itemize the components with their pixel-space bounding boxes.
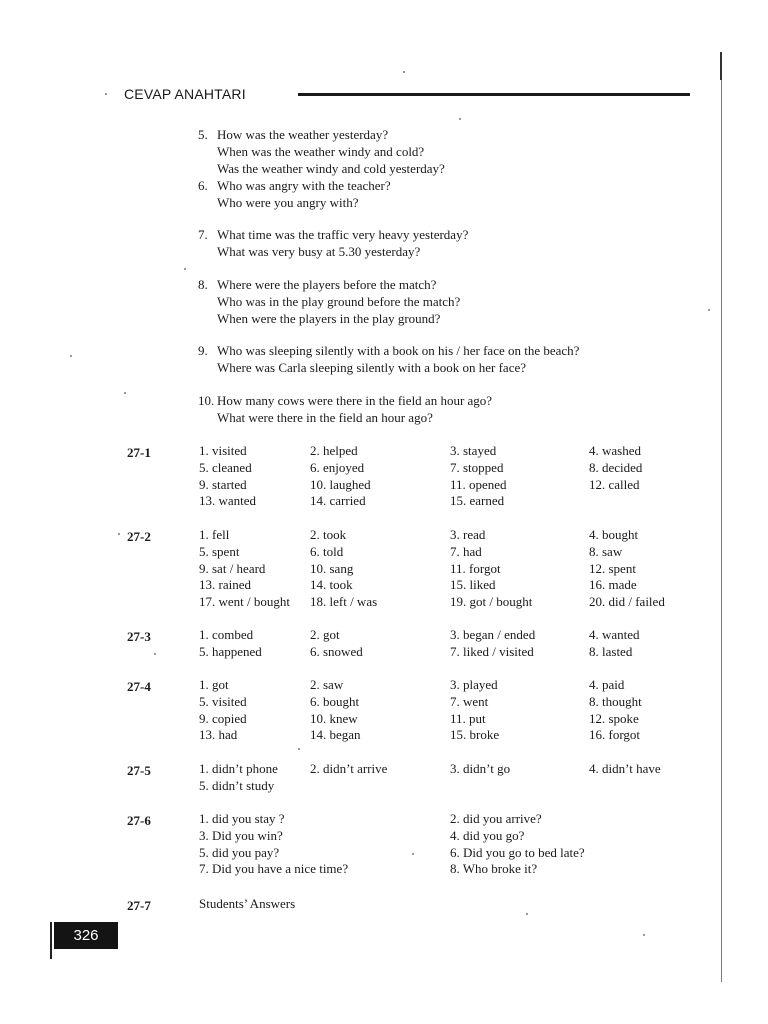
answer-column (589, 443, 642, 493)
page-number: 326 (54, 922, 118, 949)
question-line: When were the players in the play ground? (217, 311, 441, 326)
answer-item: 14. began (310, 727, 361, 743)
answer-item: 4. didn’t have (589, 761, 661, 776)
answer-item: 14. took (310, 577, 353, 593)
question-line: Who were you angry with? (217, 195, 359, 210)
answer-item: 15. earned (450, 493, 505, 509)
question-line: How many cows were there in the field an hour ago? (217, 393, 493, 408)
answer-column (199, 527, 290, 611)
question-item (198, 392, 492, 426)
answer-item: 17. went / bought (199, 594, 290, 610)
answer-item: 3. stayed (450, 443, 497, 458)
answer-item: 8. lasted (589, 643, 633, 659)
scan-speck (70, 355, 72, 357)
question-line: How was the weather yesterday? (217, 127, 389, 142)
answer-item: 5. spent (199, 543, 240, 559)
question-number: 9. (198, 343, 208, 358)
question-line: When was the weather windy and cold? (217, 144, 425, 159)
answer-item: 15. broke (450, 727, 500, 743)
question-line: Who was sleeping silently with a book on his / her face on the beach? (217, 343, 580, 358)
answer-item: 12. spent (589, 560, 636, 576)
question-item (198, 276, 460, 327)
answer-item: 4. did you go? (450, 827, 525, 843)
answer-item: 2. helped (310, 443, 358, 458)
answer-item: 6. snowed (310, 643, 363, 659)
exercise-label: 27-1 (127, 445, 151, 460)
answer-item: 11. put (450, 710, 486, 726)
page-edge-mark (720, 52, 722, 80)
answer-item: 2. took (310, 527, 347, 542)
exercise-label: 27-7 (127, 898, 151, 913)
answer-item: 5. cleaned (199, 459, 252, 475)
answer-item: 16. made (589, 577, 637, 593)
answer-item: 18. left / was (310, 594, 378, 610)
answer-column (310, 527, 377, 611)
answer-item: 6. enjoyed (310, 459, 365, 475)
answer-column (589, 627, 640, 661)
answer-item: 4. wanted (589, 627, 640, 642)
answer-item: 4. bought (589, 527, 639, 542)
scan-speck (124, 392, 126, 394)
question-number: 5. (198, 127, 208, 142)
question-number: 7. (198, 227, 208, 242)
answer-column (199, 896, 295, 913)
answer-item: 4. washed (589, 443, 641, 458)
answer-column (310, 761, 387, 778)
answer-item: 10. laughed (310, 476, 371, 492)
question-line: What were there in the field an hour ago? (217, 410, 433, 425)
answer-item: 1. didn’t phone (199, 761, 278, 776)
answer-item: 5. did you pay? (199, 844, 280, 860)
answer-item: 8. saw (589, 543, 623, 559)
answer-item: 6. bought (310, 693, 360, 709)
answer-column (589, 677, 642, 744)
answer-item: 5. happened (199, 643, 262, 659)
answer-column (199, 627, 262, 661)
answer-item: 10. sang (310, 560, 354, 576)
answer-column (199, 677, 247, 744)
answer-item: 3. played (450, 677, 498, 692)
question-line: Where was Carla sleeping silently with a book on her face? (217, 360, 526, 375)
answer-item: 7. Did you have a nice time? (199, 861, 349, 877)
question-number: 6. (198, 178, 208, 193)
question-item (198, 126, 445, 177)
answer-item: 3. read (450, 527, 486, 542)
answer-item: 7. liked / visited (450, 643, 534, 659)
answer-item: 6. Did you go to bed late? (450, 844, 585, 860)
question-item (198, 342, 579, 376)
answer-item: 14. carried (310, 493, 366, 509)
answer-item: 1. got (199, 677, 229, 692)
answer-item: 16. forgot (589, 727, 641, 743)
answer-item: 2. got (310, 627, 340, 642)
exercise-label: 27-4 (127, 679, 151, 694)
answer-item: 1. visited (199, 443, 247, 458)
question-line: What was very busy at 5.30 yesterday? (217, 244, 421, 259)
answer-item: 7. went (450, 693, 489, 709)
answer-column (450, 527, 532, 611)
answer-item: 8. decided (589, 459, 643, 475)
scan-speck (403, 71, 405, 73)
answer-column (450, 443, 507, 510)
answer-item: 4. paid (589, 677, 625, 692)
scan-speck (459, 118, 461, 120)
question-item (198, 177, 391, 211)
answer-item: 9. sat / heard (199, 560, 266, 576)
answer-item: 9. copied (199, 710, 247, 726)
scan-speck (643, 934, 645, 936)
exercise-label: 27-3 (127, 629, 151, 644)
scan-speck (118, 533, 120, 535)
answer-item: 2. saw (310, 677, 344, 692)
answer-item: 1. did you stay ? (199, 811, 285, 826)
answer-item: 5. didn’t study (199, 777, 275, 793)
scan-speck (154, 653, 156, 655)
answer-item: 15. liked (450, 577, 496, 593)
answer-item: 8. thought (589, 693, 642, 709)
answer-item: 12. spoke (589, 710, 639, 726)
answer-item: 1. combed (199, 627, 254, 642)
answer-item: 7. had (450, 543, 482, 559)
answer-column (199, 811, 348, 878)
answer-item: 2. didn’t arrive (310, 761, 388, 776)
scan-speck (708, 309, 710, 311)
scan-speck (526, 913, 528, 915)
answer-column (450, 627, 535, 661)
answer-column (589, 761, 661, 778)
scan-speck (412, 853, 414, 855)
answer-column (199, 443, 256, 510)
header-rule (298, 93, 690, 96)
answer-column (450, 761, 510, 778)
scan-speck (184, 268, 186, 270)
exercise-label: 27-5 (127, 763, 151, 778)
question-item (198, 226, 468, 260)
answer-item: 6. told (310, 543, 344, 559)
scan-speck (298, 748, 300, 750)
page-edge-line (721, 52, 722, 982)
exercise-label: 27-6 (127, 813, 151, 828)
answer-item: 13. had (199, 727, 238, 743)
answer-item: 12. called (589, 476, 640, 492)
answer-column (199, 761, 278, 795)
question-line: What time was the traffic very heavy yesterday? (217, 227, 469, 242)
answer-item: 20. did / failed (589, 594, 665, 610)
question-line: Where were the players before the match? (217, 277, 437, 292)
answer-item: 3. Did you win? (199, 827, 283, 843)
exercise-label: 27-2 (127, 529, 151, 544)
question-line: Who was angry with the teacher? (217, 178, 391, 193)
answer-item: Students’ Answers (199, 896, 296, 911)
answer-item: 3. didn’t go (450, 761, 511, 776)
answer-item: 10. knew (310, 710, 358, 726)
page-header-title: CEVAP ANAHTARI (124, 86, 246, 102)
answer-item: 9. started (199, 476, 247, 492)
page-number-rule (50, 922, 52, 959)
question-number: 8. (198, 277, 208, 292)
answer-column (310, 677, 361, 744)
answer-column (450, 677, 499, 744)
answer-item: 11. opened (450, 476, 507, 492)
answer-item: 2. did you arrive? (450, 811, 542, 826)
answer-item: 13. wanted (199, 493, 257, 509)
answer-item: 13. rained (199, 577, 251, 593)
answer-column (450, 811, 585, 878)
answer-column (310, 627, 363, 661)
question-line: Was the weather windy and cold yesterday? (217, 161, 445, 176)
question-number: 10. (198, 393, 215, 408)
answer-item: 8. Who broke it? (450, 861, 538, 877)
answer-item: 3. began / ended (450, 627, 536, 642)
scan-speck (105, 93, 107, 95)
answer-item: 19. got / bought (450, 594, 533, 610)
answer-item: 1. fell (199, 527, 230, 542)
answer-column (310, 443, 371, 510)
answer-item: 11. forgot (450, 560, 501, 576)
question-line: Who was in the play ground before the match? (217, 294, 461, 309)
answer-item: 7. stopped (450, 459, 504, 475)
answer-item: 5. visited (199, 693, 247, 709)
answer-column (589, 527, 665, 611)
